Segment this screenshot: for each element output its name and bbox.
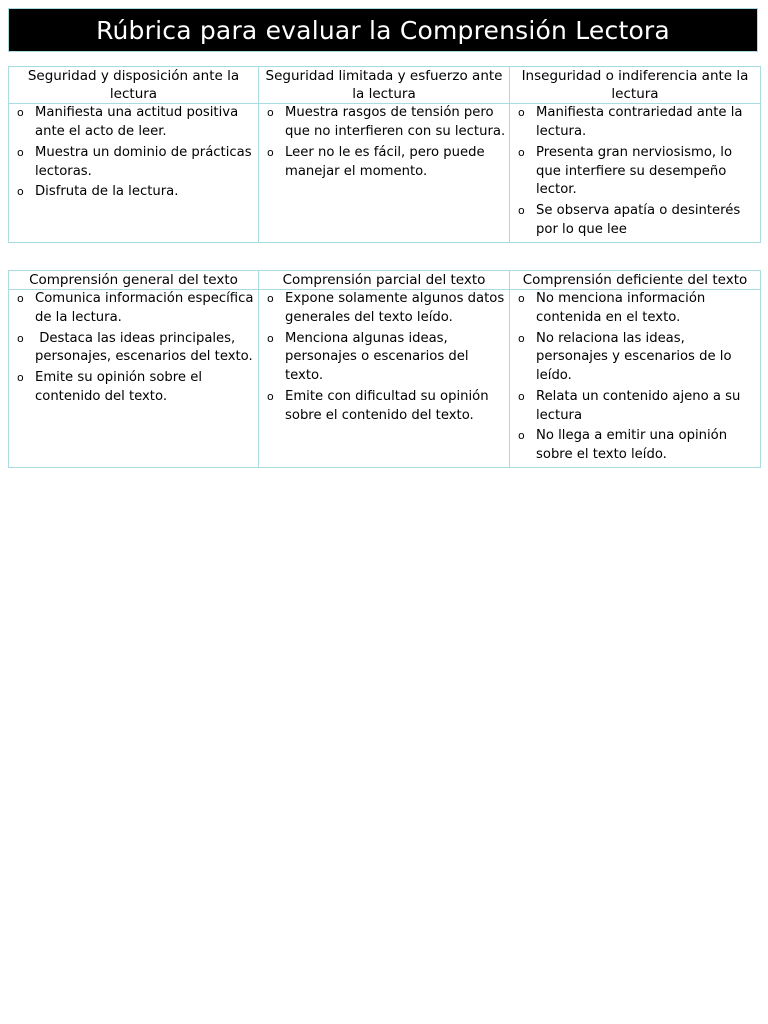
bullet-icon: o: [17, 331, 24, 345]
bullet-icon: o: [17, 292, 24, 306]
page-title: Rúbrica para evaluar la Comprensión Lectora: [96, 15, 670, 45]
criteria-item: [9, 144, 258, 181]
criteria-cell: [9, 104, 259, 242]
column-header: Seguridad y disposición ante la lectura: [9, 67, 259, 104]
criteria-text: Disfruta de la lectura.: [35, 184, 179, 200]
criteria-text: Menciona algunas ideas, personajes o escenarios del texto.: [285, 330, 473, 384]
bullet-icon: o: [17, 106, 24, 120]
criteria-item: [259, 388, 509, 425]
criteria-item: [510, 330, 760, 386]
criteria-cell: [510, 104, 761, 242]
criteria-text: Presenta gran nerviosismo, lo que interfiere su desempeño lector.: [536, 144, 737, 198]
criteria-item: [259, 330, 509, 386]
bullet-icon: o: [267, 145, 274, 159]
criteria-list: [9, 290, 258, 406]
criteria-text: Expone solamente algunos datos generales del texto leído.: [285, 291, 509, 325]
column-header: Seguridad limitada y esfuerzo ante la lectura: [259, 67, 510, 104]
criteria-text: No relaciona las ideas, personajes y escenarios de lo leído.: [536, 330, 736, 384]
criteria-text: No llega a emitir una opinión sobre el texto leído.: [536, 428, 732, 463]
bullet-icon: o: [518, 204, 525, 218]
criteria-text: Emite su opinión sobre el contenido del texto.: [35, 370, 207, 404]
bullet-icon: o: [518, 429, 525, 443]
criteria-item: [510, 144, 760, 200]
criteria-cell: [510, 290, 761, 468]
criteria-item: [259, 104, 509, 141]
criteria-cell: [259, 290, 510, 468]
criteria-text: Relata un contenido ajeno a su lectura: [536, 388, 745, 423]
criteria-list: [259, 290, 509, 425]
bullet-icon: o: [518, 106, 525, 120]
column-header: Comprensión parcial del texto: [259, 271, 510, 290]
bullet-icon: o: [267, 106, 274, 120]
bullet-icon: o: [518, 331, 525, 345]
criteria-text: Muestra un dominio de prácticas lectoras.: [35, 144, 256, 179]
criteria-item: [510, 104, 760, 141]
criteria-item: [9, 369, 258, 406]
criteria-list: [510, 290, 760, 465]
table-header-row: [9, 271, 761, 290]
column-header: Inseguridad o indiferencia ante la lectura: [510, 67, 761, 104]
table-header-row: [9, 67, 761, 104]
bullet-icon: o: [518, 292, 525, 306]
bullet-icon: o: [17, 145, 24, 159]
criteria-text: Leer no le es fácil, pero puede manejar el momento.: [285, 144, 489, 179]
criteria-item: [510, 290, 760, 327]
column-header: Comprensión general del texto: [9, 271, 259, 290]
criteria-list: [9, 104, 258, 202]
table-row: [9, 104, 761, 242]
bullet-icon: o: [17, 371, 24, 385]
bullet-icon: o: [518, 389, 525, 403]
criteria-item: [259, 290, 509, 327]
bullet-icon: o: [518, 145, 525, 159]
criteria-item: [259, 144, 509, 181]
criteria-text: Comunica información específica de la lectura.: [35, 291, 258, 325]
bullet-icon: o: [267, 331, 274, 345]
criteria-list: [259, 104, 509, 181]
criteria-text: Se observa apatía o desinterés por lo que lee: [536, 203, 745, 237]
criteria-text: Destaca las ideas principales, personajes, escenarios del texto.: [35, 330, 253, 365]
criteria-list: [510, 104, 760, 239]
criteria-text: No menciona información contenida en el texto.: [536, 291, 710, 325]
criteria-text: Muestra rasgos de tensión pero que no interfieren con su lectura.: [285, 105, 506, 140]
criteria-text: Manifiesta una actitud positiva ante el acto de leer.: [35, 105, 243, 140]
title-banner: [8, 8, 758, 52]
criteria-item: [9, 290, 258, 327]
criteria-cell: [9, 290, 259, 468]
criteria-cell: [259, 104, 510, 242]
criteria-text: Manifiesta contrariedad ante la lectura.: [536, 105, 747, 140]
criteria-item: [9, 330, 258, 367]
bullet-icon: o: [267, 389, 274, 403]
bullet-icon: o: [267, 292, 274, 306]
criteria-item: [510, 427, 760, 464]
criteria-item: [510, 388, 760, 425]
bullet-icon: o: [17, 185, 24, 199]
criteria-item: [510, 202, 760, 239]
criteria-item: [9, 104, 258, 141]
rubric-table-comprehension: [8, 270, 761, 468]
criteria-text: Emite con dificultad su opinión sobre el contenido del texto.: [285, 388, 493, 423]
rubric-table-attitude: [8, 66, 761, 243]
criteria-item: [9, 183, 258, 202]
table-row: [9, 290, 761, 468]
column-header: Comprensión deficiente del texto: [510, 271, 761, 290]
